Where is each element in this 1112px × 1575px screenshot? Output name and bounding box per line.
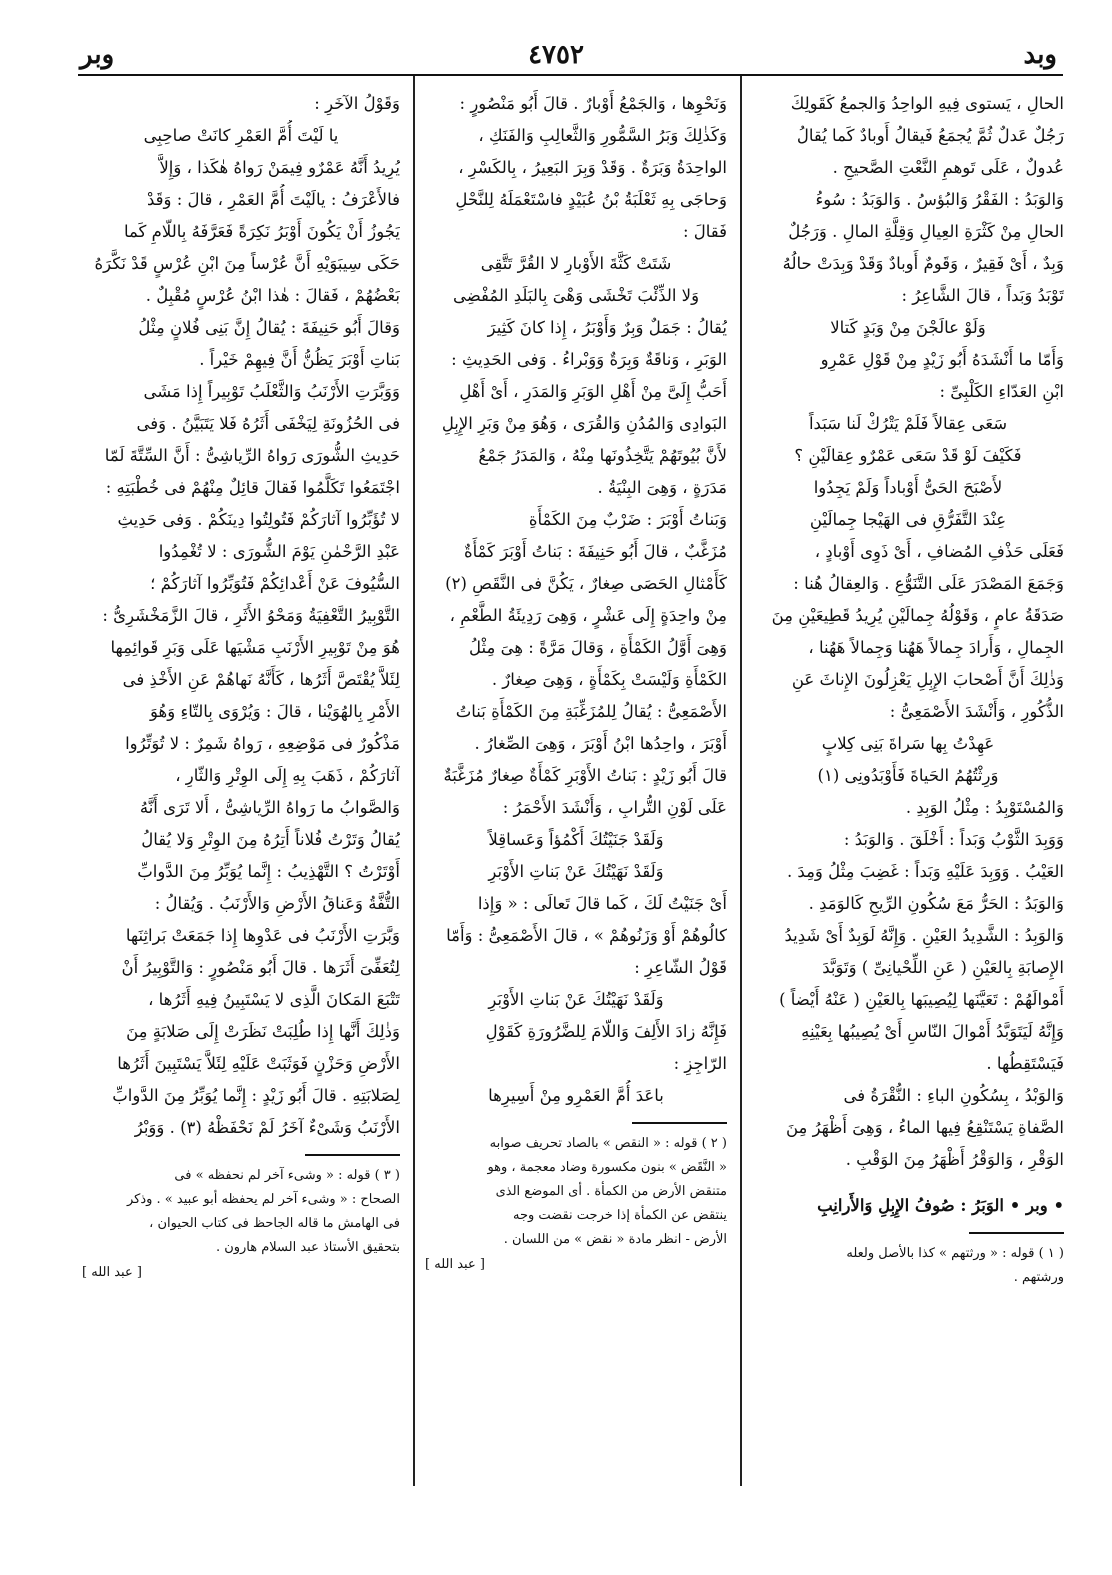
column-divider-left: [413, 76, 415, 1486]
text-line: وَبَّرَتِ الأَرْنَبُ فى عَدْوِها إِذا جَمَعَتْ بَراثِنَها: [125, 926, 400, 945]
footnote-line: الصحاح : « وشىء آخر لم يحفظه أبو عبيد » . وذكر: [126, 1191, 400, 1207]
footnote-rule: [305, 1154, 400, 1156]
text-line: بَناتِ أَوْبَرَ يَظُنُّ أَنَّ فِيهِمْ خَيْراً .: [199, 350, 400, 369]
column-right-footnotes: [752, 1242, 1064, 1290]
text-line: الإِصابَةِ بِالعَيْنِ ( عَنِ اللِّحْيانِىِّ ) وَتَوَبَّدَ: [822, 958, 1064, 977]
header-right-word: وبد: [1023, 40, 1057, 70]
text-line: يُقالُ وَتَرْتُ فُلاناً أَتِرُهُ مِنَ الوِتْرِ وَلا يُقالُ: [141, 830, 400, 849]
text-line: وَذٰلِكَ أَنَّ أَصْحابَ الإِبِلِ يَعْزِلُونَ الإِناثَ عَنِ: [791, 670, 1064, 689]
text-line: أَىْ جَنَيْتُ لَكَ ، كَما قالَ تَعالَى : « وَإِذا: [477, 894, 727, 913]
text-line: وَالوَبَدُ : الحَرُّ مَعَ سُكُونِ الرِّيحِ كَالوَمَدِ .: [808, 894, 1064, 913]
text-line: وَوَبَّرَتِ الأَرْنَبُ وَالثَّعْلَبُ تَوْبِيراً إِذا مَشَى: [143, 382, 400, 401]
text-line: الأَرْنَبُ وَشَىْءٌ آخَرُ لَمْ نَحْفَظْهُ (٣) . وَوَبْرُ: [134, 1118, 400, 1137]
footnote-line: ( ٣ ) قوله : « وشىء آخر لم نحفظه » فى: [174, 1167, 400, 1183]
column-left: [82, 88, 400, 1286]
text-line: حَكَى سِيبَوَيْهِ أَنَّ عُرْساً مِنَ ابْنِ عُرْسٍ قَدْ نَكَّرَهُ: [94, 254, 400, 273]
footnote-line: متنقض الأرض من الكمأة . أى الموضع الذى: [495, 1183, 727, 1199]
text-line: أَوْبَرَ ، واحِدُها ابْنُ أَوْبَرَ ، وَهِىَ الصِّغارُ .: [474, 734, 727, 753]
footnote-signature: [ عبد الله ]: [82, 1264, 142, 1280]
text-line: اجْتَمَعُوا تَكَلَّمُوا فَقالَ قائِلٌ مِنْهُمْ فى خُطْبَتِهِ :: [105, 478, 400, 497]
text-line: لِتُعَفِّىَ أَثَرَها . قالَ أَبُو مَنْصُورٍ : وَالتَّوْبِيرُ أَنْ: [121, 958, 400, 977]
text-line: وَهِىَ أَوَّلُ الكَمْأَةِ ، وَقالَ مَرَّةً : هِىَ مِثْلُ: [469, 638, 727, 657]
footnote-rule: [632, 1122, 727, 1124]
text-line: وَقَوْلُ الآخَرِ :: [314, 94, 400, 113]
text-line: قالَ أَبُو زَيْدٍ : بَناتُ الأَوْبَرِ كَمْأَةٌ صِغارٌ مُزَغَّبَةٌ: [443, 766, 727, 785]
column-right: [752, 88, 1064, 1290]
text-line: لأَنَّ بُيُوتَهُمْ يَتَّخِذُونَها مِنْهُ ، وَالمَدَرُ جَمْعُ: [478, 446, 727, 465]
text-line: الواحِدَةُ وَبَرَةٌ . وَقَدْ وَبِرَ البَعِيرُ ، بِالكَسْرِ ،: [458, 158, 727, 177]
text-line: وَأَمّا ما أَنْشَدَهُ أَبُو زَيْدٍ مِنْ قَوْلِ عَمْرِو: [820, 350, 1064, 369]
text-line: وَالوَبِدُ : الشَّدِيدُ العَيْنِ . وَإِنَّهُ لَوَبِدٌ أَىْ شَدِيدُ: [784, 926, 1064, 945]
text-line: كَأَمْثالِ الحَصَى صِغارٌ ، يَكُنَّ فى النَّقَصِ (٢): [445, 574, 727, 593]
footnote-line: « النَّقَض » بنون مكسورة وضاد معجمة ، وهو: [487, 1159, 727, 1175]
text-line: تَوْبَدُ وَبَداً ، قالَ الشَّاعِرُ :: [901, 286, 1064, 305]
text-line: فالأَعْرَفُ : يالَيْتَ أُمَّ العَمْرِ ، قالَ : وَقَدْ: [146, 190, 400, 209]
text-line: وَالمُسْتَوْبِدُ : مِثْلُ الوَبِدِ .: [905, 798, 1064, 817]
text-line: وَإِنَّهُ لَيَتَوَبَّدُ أَمْوالَ النّاسِ أَىْ يُصِيبُها بِعَيْنِهِ: [801, 1022, 1064, 1041]
spacer: [752, 1176, 1064, 1190]
footnote-line: ينتقض عن الكمأة إذا خرجت نقضت وجه: [513, 1207, 727, 1223]
text-line: عِنْدَ التَّفَرُّقِ فى الهَيْجا جِمالَيْنِ: [809, 510, 1007, 529]
column-middle-footnotes: [425, 1132, 727, 1252]
text-line: عَلَى لَوْنِ التُّرابِ ، وَأَنْشَدَ الأَحْمَرُ :: [502, 798, 727, 817]
text-line: لا تُؤَبِّرُوا آثارَكُمْ فَتُولِتُوا دِينَكُمْ . وَفى حَدِيثِ: [117, 510, 400, 529]
text-line: تَتْبَعَ المَكانَ الَّذِى لا يَسْتَبِينُ فِيهِ أَثَرُها ،: [148, 990, 400, 1009]
text-line: باعَدَ أُمَّ العَمْرِو مِنْ أَسِيرِها: [488, 1086, 664, 1105]
text-line: الحالِ مِنْ كَثْرَةِ العِيالِ وَقِلَّةِ المالِ . وَرَجُلٌ: [788, 222, 1064, 241]
text-line: الأَصْمَعِىُّ : يُقالُ لِلمُزَغِّبَةِ مِنَ الكَمْأَةِ بَناتُ: [455, 702, 727, 721]
text-line: فى الحُزُونَةِ لِيَخْفَى أَثَرُهُ فَلا يَتَبَيَّنُ . وَفى: [136, 414, 400, 433]
text-line: لأَصْبَحَ الحَىُّ أَوْباداً وَلَمْ يَجِدُوا: [813, 478, 1003, 497]
text-line: وَقالَ أَبُو حَنِيفَةَ : يُقالُ إِنَّ بَنِى فُلانٍ مِثْلُ: [138, 318, 400, 337]
text-line: رَجُلٌ عَدلٌ ثُمَّ يُجمَعُ فَيقالُ أَوبادٌ كَما يُقالُ: [796, 126, 1064, 145]
text-line: عُدولٌ ، عَلَى تَوهمِ النَّعْتِ الصَّحيحِ .: [832, 158, 1064, 177]
text-line: مُزَغَّبٌ ، قالَ أَبُو حَنِيفَةَ : بَناتُ أَوْبَرَ كَمْأَةٌ: [463, 542, 727, 561]
text-line: حَدِيثِ الشُّورَى رَواهُ الرِّياشِىُّ : أَنَّ السِّتَّةَ لَمّا: [104, 446, 400, 465]
footnote-line: الأرض - انظر مادة « نقض » من اللسان .: [503, 1231, 727, 1247]
text-line: فَإِنَّهُ زادَ الأَلِفَ وَاللّامَ لِلضَّرُورَةِ كَقَوْلِ: [485, 1022, 727, 1041]
text-line: مِنْ واحِدَةٍ إِلَى عَشْرٍ ، وَهِىَ رَدِيئَةُ الطَّعْمِ ،: [449, 606, 727, 625]
text-line: الرّاجِزِ :: [673, 1054, 727, 1073]
text-line: البَوادِى وَالمُدُنِ وَالقُرَى ، وَهُوَ مِنْ وَبَرِ الإِبِلِ: [441, 414, 727, 433]
column-right-text: [752, 88, 1064, 1176]
text-line: الكَمْأَةِ وَلَيْسَتْ بِكَمْأَةٍ ، وَهِىَ صِغارٌ .: [491, 670, 727, 689]
page-header: [0, 30, 1112, 76]
text-line: العَيْبُ . وَوَبِدَ عَلَيْهِ وَبَداً : غَضِبَ مِثْلُ وَمِدَ .: [786, 862, 1064, 881]
text-line: وَلَقَدْ جَنَيْتُكَ أَكْمُؤاً وَعَساقِلاً: [488, 830, 664, 849]
text-line: وَبِدٌ ، أَىْ فَقِيرٌ ، وَقَومٌ أَوبادٌ وَقَدْ وَبِدَتْ حالُهُ: [782, 254, 1064, 273]
text-line: وَجَمَعَ المَصْدَرَ عَلَى التَّنَوُّعِ . وَالعِقالُ هُنا :: [793, 574, 1064, 593]
text-line: وَلَقَدْ نَهَيْتُكَ عَنْ بَناتِ الأَوْبَرِ: [488, 862, 664, 881]
text-line: وَلَقَدْ نَهَيْتُكَ عَنْ بَناتِ الأَوْبَرِ: [488, 990, 664, 1009]
text-line: وَلا الذِّئْبَ تَخْشَى وَهْىَ بِالبَلَدِ المُفْضِى: [452, 286, 700, 305]
footnote-line: ( ٢ ) قوله : « النقص » بالصاد تحريف صوابه: [489, 1135, 727, 1151]
text-line: بَعْضُهُمْ ، فَقالَ : هٰذا ابْنُ عُرْسٍ مُقْبِلٌ .: [145, 286, 400, 305]
text-line: وَالصَّوابُ ما رَواهُ الرِّياشِىُّ ، أَلا تَرَى أَنَّهُ: [139, 798, 400, 817]
footnote-rule: [969, 1232, 1064, 1234]
column-middle: [425, 88, 727, 1278]
text-line: فَعَلَى حَذْفِ المُضافِ ، أَىْ ذَوِى أَوْبادٍ ،: [814, 542, 1064, 561]
text-line: هُوَ مِنْ تَوْبِيرِ الأَرْنَبِ مَشْيَها عَلَى وَبَرِ قَوائِمِها: [110, 638, 400, 657]
text-line: ابْنِ العَدّاءِ الكَلْبِىِّ :: [939, 382, 1064, 401]
text-line: التَّوْبِيرُ التَّعْفِيَةُ وَمَحْوُ الأَثَرِ ، قالَ الزَّمَخْشَرِىُّ :: [102, 606, 400, 625]
text-line: أَوْتَرْتُ ؟ التَّهْذِيبُ : إِنَّما يُوَبِّرُ مِنَ الدَّوابِّ: [137, 862, 400, 881]
text-line: أَحَبُّ إِلَىَّ مِنْ أَهْلِ الوَبَرِ وَالمَدَرِ ، أَىْ أَهْلِ: [459, 382, 727, 401]
text-line: وَلَوْ عالَجْنَ مِنْ وَبَدٍ كَتالا: [830, 318, 986, 337]
text-line: يا لَيْتَ أُمَّ العَمْرِ كانَتْ صاحِبِى: [143, 126, 339, 145]
text-line: شَتَتْ كَثَّةَ الأَوْبارِ لا القُرَّ تَتَّقِى: [480, 254, 672, 273]
text-line: يَجُوزُ أَنْ يَكُونَ أَوْبَرُ نَكِرَةً فَعَرَّفَهُ بِاللّامِ كَما: [123, 222, 400, 241]
text-line: عَهِدْتُ بِها سَراةَ بَنِى كِلابٍ: [821, 734, 995, 753]
text-line: آثارَكُمْ ، ذَهَبَ بِهِ إِلَى الوِتْرِ وَالثّارِ ،: [175, 766, 400, 785]
text-line: عَبْدِ الرَّحْمٰنِ يَوْمَ الشُّورَى : لا تُغْمِدُوا: [158, 542, 400, 561]
text-line: وَحاجَى بِهِ ثَعْلَبَةُ بْنُ عُبَيْدٍ فاسْتَعْمَلَهُ لِلنَّحْلِ: [455, 190, 727, 209]
footnote-line: فى الهامش ما قاله الجاحظ فى كتاب الحيوان ،: [149, 1215, 400, 1231]
column-divider-right: [740, 76, 742, 1486]
text-line: وَذٰلِكَ أَنَّها إِذا طُلِبَتْ نَظَرَتْ إِلَى صَلابَةٍ مِنَ: [126, 1022, 400, 1041]
text-line: وَبَناتُ أَوْبَرَ : ضَرْبٌ مِنَ الكَمْأَةِ: [528, 510, 727, 529]
text-line: فَكَيْفَ لَوْ قَدْ سَعَى عَمْرٌو عِقالَيْنِ ؟: [794, 446, 1022, 465]
text-line: قَوْلُ الشّاعِرِ :: [634, 958, 727, 977]
text-line: الجِمالِ ، وَأَرادَ جِمالاً هَهُنا وَجِمالاً هَهُنا ،: [808, 638, 1064, 657]
footnote-line: ( ١ ) قوله : « ورثتهم » كذا بالأصل ولعله: [846, 1245, 1064, 1261]
text-line: فَيَسْتَقِطُها .: [986, 1054, 1064, 1073]
header-left-word: وبر: [80, 40, 115, 70]
text-line: يُرِيدُ أَنَّهُ عَمْرٌو فِيمَنْ رَواهُ هٰكَذا ، وَإِلاَّ: [159, 158, 400, 177]
text-line: الذُّكُورِ ، وَأَنْشَدَ الأَصْمَعِىُّ :: [889, 702, 1064, 721]
column-middle-text: [425, 88, 727, 1112]
text-line: وَالوَبَدُ : الفَقْرُ وَالبُؤسُ . وَالوَبَدُ : سُوءُ: [815, 190, 1064, 209]
text-line: وَنَحْوِها ، وَالجَمْعُ أَوْبارٌ . قالَ أَبُو مَنْصُورٍ :: [459, 94, 727, 113]
text-line: لِئَلاَّ يُقْتَصَّ أَثَرُها ، كَأَنَّهُ نَهاهُمْ عَنِ الأَخْذِ فى: [122, 670, 400, 689]
text-line: وَرِثْتُهُمُ الحَياةَ فَأَوْبَدُونِى (١): [817, 766, 999, 785]
text-line: الأَرْضِ وَحَزْنٍ فَوَثَبَتْ عَلَيْهِ لِئَلاَّ يَسْتَبِينَ أَثَرُها: [117, 1054, 400, 1073]
text-line: يُقالُ : جَمَلٌ وَبِرٌ وَأَوْبَرُ ، إِذا كانَ كَثِيرَ: [487, 318, 727, 337]
text-line: الحالِ ، يَستوى فِيهِ الواحِدُ وَالجمعُ كَقَولِكَ: [790, 94, 1064, 113]
text-line: الأَمْرِ بِالهُوَيْنا ، قالَ : وَيُرْوَى بِالتّاءِ وَهُوَ: [150, 702, 400, 721]
text-line: وَكَذٰلِكَ وَبَرُ السَّمُّورِ وَالثَّعالِبِ وَالفَنَكِ ،: [478, 126, 727, 145]
text-line: الصَّفاةِ يَسْتَنْقِعُ فِيها الماءُ ، وَهِىَ أَظْهَرُ مِنَ: [785, 1118, 1064, 1137]
text-line: السُّيُوفَ عَنْ أَعْدائِكُمْ فَتُوَبِّرُوا آثارَكُمْ ؛: [150, 574, 400, 593]
text-line: فَقالَ :: [682, 222, 727, 241]
text-line: الوَقْرِ ، وَالوَقْرُ أَظْهَرُ مِنَ الوَقْبِ .: [845, 1150, 1064, 1169]
footnote-line: بتحقيق الأستاذ عبد السلام هارون .: [215, 1239, 400, 1255]
text-line: كالُوهُمْ أَوْ وَزَنُوهُمْ » ، قالَ الأَصْمَعِىُّ : وَأَمّا: [446, 926, 727, 945]
text-line: التُّفَّةُ وَعَناقُ الأَرْضِ وَالأَرْنَبُ . وَيُقالُ :: [154, 894, 400, 913]
text-line: وَالوَبْدُ ، بِسُكُونِ الباءِ : النُّقْرَةُ فى: [843, 1086, 1064, 1105]
text-line: سَعَى عِقالاً فَلَمْ يَتْرُكْ لَنا سَبَداً: [808, 414, 1008, 433]
column-left-text: [82, 88, 400, 1144]
text-line: لِصَلابَتِهِ . قالَ أَبُو زَيْدٍ : إِنَّما يُوَبِّرُ مِنَ الدَّوابِّ: [112, 1086, 400, 1105]
text-line: صَدَقَةُ عامٍ ، وَقَوْلُهُ جِمالَيْنِ يُرِيدُ قَطِيعَيْنِ مِنَ: [771, 606, 1064, 625]
text-line: مَدَرَةٍ ، وَهِىَ البِنْيَةُ .: [597, 478, 727, 497]
page-number: ٤٧٥٢: [528, 40, 584, 70]
text-line: وَوَبِدَ الثَّوْبُ وَبَداً : أَخْلَقَ . وَالوَبَدُ :: [843, 830, 1064, 849]
section-heading-wabar: • وبر • الوَبَرُ : صُوفُ الإِبِلِ وَالأَرانِبِ: [817, 1196, 1064, 1215]
footnote-signature: [ عبد الله ]: [425, 1256, 485, 1272]
footnote-line: ورشتهم .: [1013, 1269, 1064, 1285]
text-line: مَذْكُورٌ فى مَوْضِعِهِ ، رَواهُ شَمِرٌ : لا تُوَتِّرُوا: [125, 734, 400, 753]
text-line: الوَبَرِ ، وَناقَةٌ وَبِرَةٌ وَوَبْراءُ . وَفى الحَدِيثِ :: [451, 350, 727, 369]
text-line: أَمْوالَهُمْ : تَعَيَّنَها لِيُصِيبَها بِالعَيْنِ ( عَنْهُ أَيْضاً ): [779, 990, 1064, 1009]
header-rule: [78, 74, 1063, 76]
column-left-footnotes: [82, 1164, 400, 1260]
